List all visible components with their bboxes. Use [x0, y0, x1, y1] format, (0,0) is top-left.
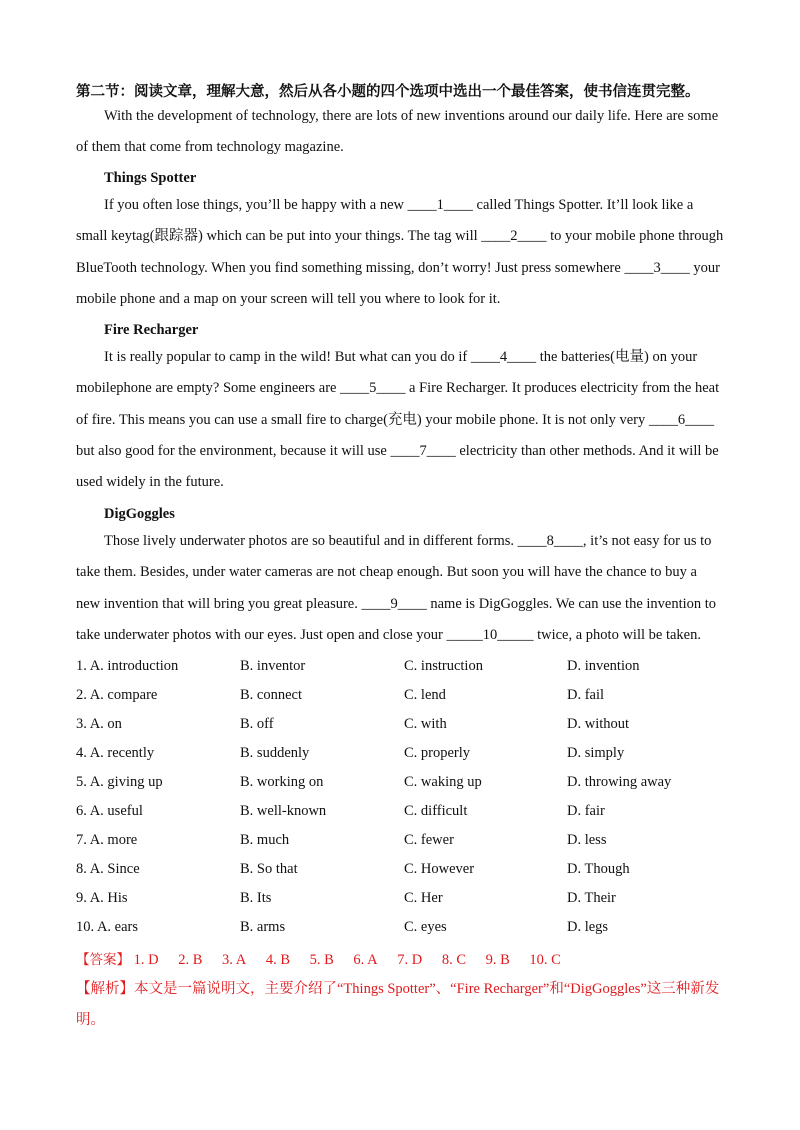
answer-item: 2. B [178, 952, 203, 968]
option-c: C. difficult [404, 803, 468, 819]
option-b: B. inventor [240, 658, 306, 674]
option-b: B. arms [240, 919, 286, 935]
option-d: D. throwing away [567, 774, 672, 790]
analysis: 【解析】本文是一篇说明文，主要介绍了“Things Spotter”、“Fire Recharger”和“DigGoggles”这三种新发明。 [76, 981, 720, 1028]
option-b: B. much [240, 832, 290, 848]
answer-item: 3. A [222, 952, 247, 968]
question-row [76, 803, 726, 832]
option-a: 5. A. giving up [76, 774, 163, 790]
paragraph-diggoggles-text: Those lively underwater photos are so beautiful and in different forms. ____8____, it’s not easy for us to take them. Besides, under water cameras are not cheap enough. But soon you will have the chance to buy a new invention that will bring you great pleasure. ____9____ name is DigGoggles. We can use the invention to take underwater photos with our eyes. Just open and close your _____10_____ twice, a photo will be taken. [76, 533, 717, 643]
option-a: 4. A. recently [76, 745, 155, 761]
heading-things-spotter: Things Spotter [104, 170, 197, 186]
question-row [76, 716, 726, 745]
option-d: D. fair [567, 803, 605, 819]
option-d: D. simply [567, 745, 625, 761]
answer-item: 7. D [397, 952, 423, 968]
option-b: B. Its [240, 890, 272, 906]
section-title: 第二节：阅读文章，理解大意，然后从各小题的四个选项中选出一个最佳答案，使书信连贯完整。 [76, 84, 700, 100]
option-c: C. fewer [404, 832, 454, 848]
option-b: B. So that [240, 861, 298, 877]
answer-item: 6. A [353, 952, 378, 968]
option-c: C. lend [404, 687, 446, 703]
option-d: D. Their [567, 890, 616, 906]
option-d: D. fail [567, 687, 605, 703]
paragraph-things-spotter [76, 190, 724, 315]
paragraph-diggoggles [76, 526, 724, 651]
answer-item: 4. B [265, 952, 290, 968]
option-d: D. invention [567, 658, 640, 674]
option-a: 10. A. ears [76, 919, 139, 935]
option-d: D. legs [567, 919, 609, 935]
option-b: B. connect [240, 687, 303, 703]
option-b: B. suddenly [240, 745, 310, 761]
question-row [76, 658, 726, 687]
question-row [76, 745, 726, 774]
answer-label: 【答案】 [76, 952, 130, 968]
option-c: C. with [404, 716, 447, 732]
question-row [76, 890, 726, 919]
option-c: C. However [404, 861, 475, 877]
option-d: D. without [567, 716, 630, 732]
question-row [76, 919, 726, 948]
option-b: B. off [240, 716, 274, 732]
answer-item: 5. B [309, 952, 334, 968]
answer-key [76, 948, 577, 969]
question-row [76, 861, 726, 890]
intro-text: With the development of technology, there are lots of new inventions around our daily life. Here are some of them that come from technology magazine. [76, 108, 719, 156]
question-row [76, 774, 726, 803]
option-c: C. instruction [404, 658, 483, 674]
option-b: B. working on [240, 774, 324, 790]
intro-paragraph [76, 101, 724, 164]
answer-item: 9. B [485, 952, 510, 968]
answer-item: 10. C [529, 952, 561, 968]
option-a: 6. A. useful [76, 803, 143, 819]
paragraph-things-spotter-text: If you often lose things, you’ll be happy with a new ____1____ called Things Spotter. It’ll look like a small keytag(跟踪器) which can be put into your things. The tag will ____2____ to your mobile phone through BlueTooth technology. When you find something missing, don’t worry! Just press somewhere ____3____ your mobile phone and a map on your screen will tell you where to look for it. [76, 197, 724, 307]
question-row [76, 832, 726, 861]
heading-diggoggles: DigGoggles [104, 506, 175, 522]
option-c: C. Her [404, 890, 443, 906]
question-row [76, 687, 726, 716]
option-a: 7. A. more [76, 832, 138, 848]
paragraph-fire-recharger [76, 342, 724, 498]
option-a: 8. A. Since [76, 861, 140, 877]
option-c: C. properly [404, 745, 471, 761]
answer-item: 1. D [133, 952, 159, 968]
option-a: 2. A. compare [76, 687, 158, 703]
option-d: D. Though [567, 861, 630, 877]
paragraph-fire-recharger-text: It is really popular to camp in the wild! But what can you do if ____4____ the batteries(电量) on your mobilephone are empty? Some engineers are ____5____ a Fire Recharger. It produces electricity from the heat of fire. This means you can use a small fire to charge(充电) your mobile phone. It is not only very ____6____ but also good for the environment, because it will use ____7____ electricity than other methods. And it will be used widely in the future. [76, 349, 720, 491]
heading-fire-recharger: Fire Recharger [104, 322, 199, 338]
option-a: 3. A. on [76, 716, 122, 732]
answer-item: 8. C [441, 952, 466, 968]
option-c: C. waking up [404, 774, 482, 790]
option-b: B. well-known [240, 803, 327, 819]
option-c: C. eyes [404, 919, 447, 935]
option-a: 9. A. His [76, 890, 128, 906]
option-d: D. less [567, 832, 607, 848]
option-a: 1. A. introduction [76, 658, 179, 674]
